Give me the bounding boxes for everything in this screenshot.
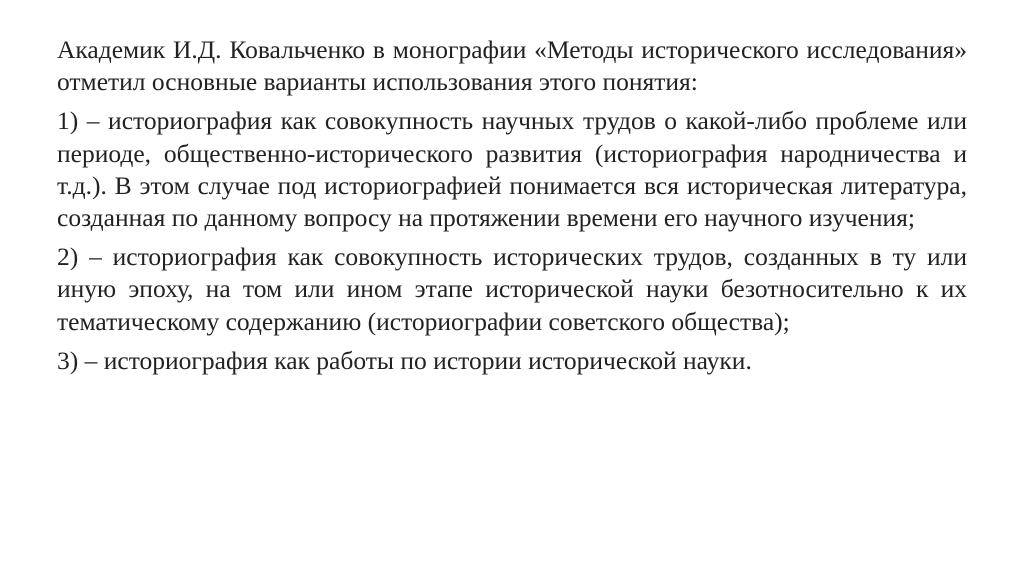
list-item-3: 3) – историография как работы по истории исторической науки. [57,345,752,375]
intro-paragraph: Академик И.Д. Ковальченко в монографии «Методы исторического исследования» отметил основные варианты использования этого понятия: [57,35,967,97]
list-item-2: 2) – историография как совокупность исторических трудов, созданных в ту или иную эпоху, на том или ином этапе исторической науки безотносительно к их тематическому содержанию (историографии советского общества); [57,242,967,336]
list-item-1: 1) – историография как совокупность научных трудов о какой-либо проблеме или периоде, общественно-исторического развития (историография народничества и т.д.). В этом случае под историографией понимается вся историческая литература, созданная по данному вопросу на протяжении времени его научного изучения; [57,106,967,233]
slide-text-body [57,34,967,384]
